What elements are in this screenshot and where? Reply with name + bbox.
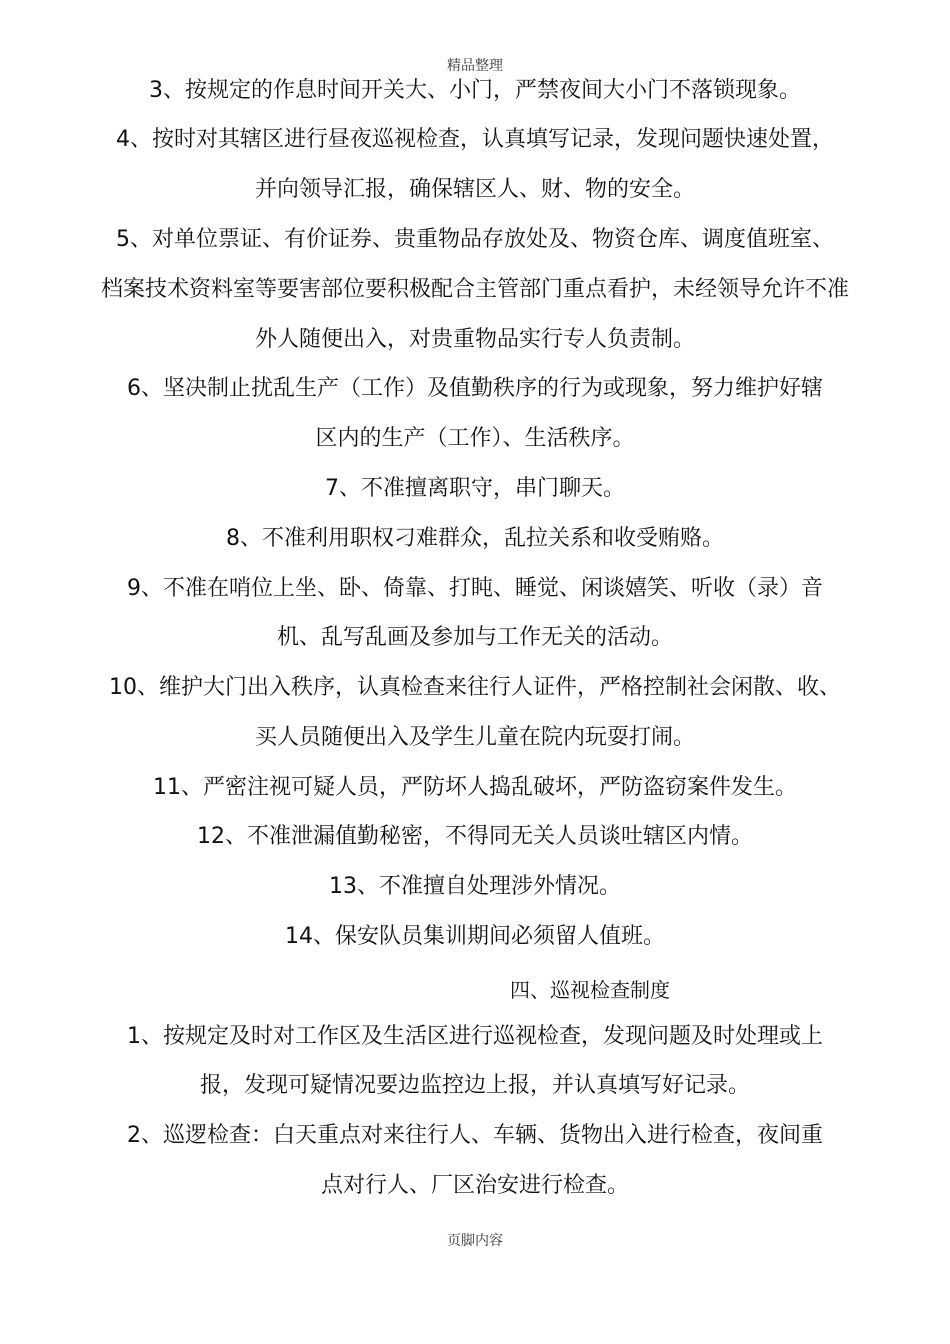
rule-6-line-2: 区内的生产（工作）、生活秩序。 <box>315 426 635 451</box>
rule-4-line-1: 4、按时对其辖区进行昼夜巡视检查，认真填写记录，发现问题快速处置， <box>116 127 834 152</box>
rule-5-line-2: 档案技术资料室等要害部位要积极配合主管部门重点看护，未经领导允许不准 <box>100 277 849 302</box>
rule-4-line-2: 并向领导汇报，确保辖区人、财、物的安全。 <box>254 177 695 202</box>
page-footer: 页脚内容 <box>447 1233 503 1249</box>
rule-3-line-1: 3、按规定的作息时间开关大、小门，严禁夜间大小门不落锁现象。 <box>149 78 801 103</box>
patrol-rule-2-line-1: 2、巡逻检查：白天重点对来往行人、车辆、货物出入进行检查，夜间重 <box>127 1123 823 1148</box>
rule-10-line-2: 买人员随便出入及学生儿童在院内玩耍打闹。 <box>254 725 695 750</box>
patrol-rule-1-line-1: 1、按规定及时对工作区及生活区进行巡视检查，发现问题及时处理或上 <box>127 1024 823 1049</box>
rule-9-line-1: 9、不准在哨位上坐、卧、倚靠、打盹、睡觉、闲谈嬉笑、听收（录）音 <box>127 576 823 601</box>
rule-13: 13、不准擅自处理涉外情况。 <box>329 874 621 899</box>
page-header: 精品整理 <box>447 58 503 74</box>
rule-12: 12、不准泄漏值勤秘密，不得同无关人员谈吐辖区内情。 <box>197 824 753 849</box>
patrol-rule-2-line-2: 点对行人、厂区治安进行检查。 <box>320 1173 629 1198</box>
rule-5-line-3: 外人随便出入，对贵重物品实行专人负责制。 <box>254 327 695 352</box>
rule-6-line-1: 6、坚决制止扰乱生产（工作）及值勤秩序的行为或现象，努力维护好辖 <box>127 376 823 401</box>
rule-10-line-1: 10、维护大门出入秩序，认真检查来往行人证件，严格控制社会闲散、收、 <box>109 675 841 700</box>
rule-11: 11、严密注视可疑人员，严防坏人捣乱破坏，严防盗窃案件发生。 <box>153 775 797 800</box>
rule-9-line-2: 机、乱写乱画及参加与工作无关的活动。 <box>276 625 673 650</box>
rule-5-line-1: 5、对单位票证、有价证券、贵重物品存放处及、物资仓库、调度值班室、 <box>116 227 834 252</box>
rule-14: 14、保安队员集训期间必须留人值班。 <box>285 924 665 949</box>
section-heading: 四、巡视检查制度 <box>510 978 670 1002</box>
rule-8: 8、不准利用职权刁难群众，乱拉关系和收受贿赂。 <box>226 526 724 551</box>
patrol-rule-1-line-2: 报，发现可疑情况要边监控边上报，并认真填写好记录。 <box>199 1073 750 1098</box>
rule-7: 7、不准擅离职守，串门聊天。 <box>325 476 625 501</box>
